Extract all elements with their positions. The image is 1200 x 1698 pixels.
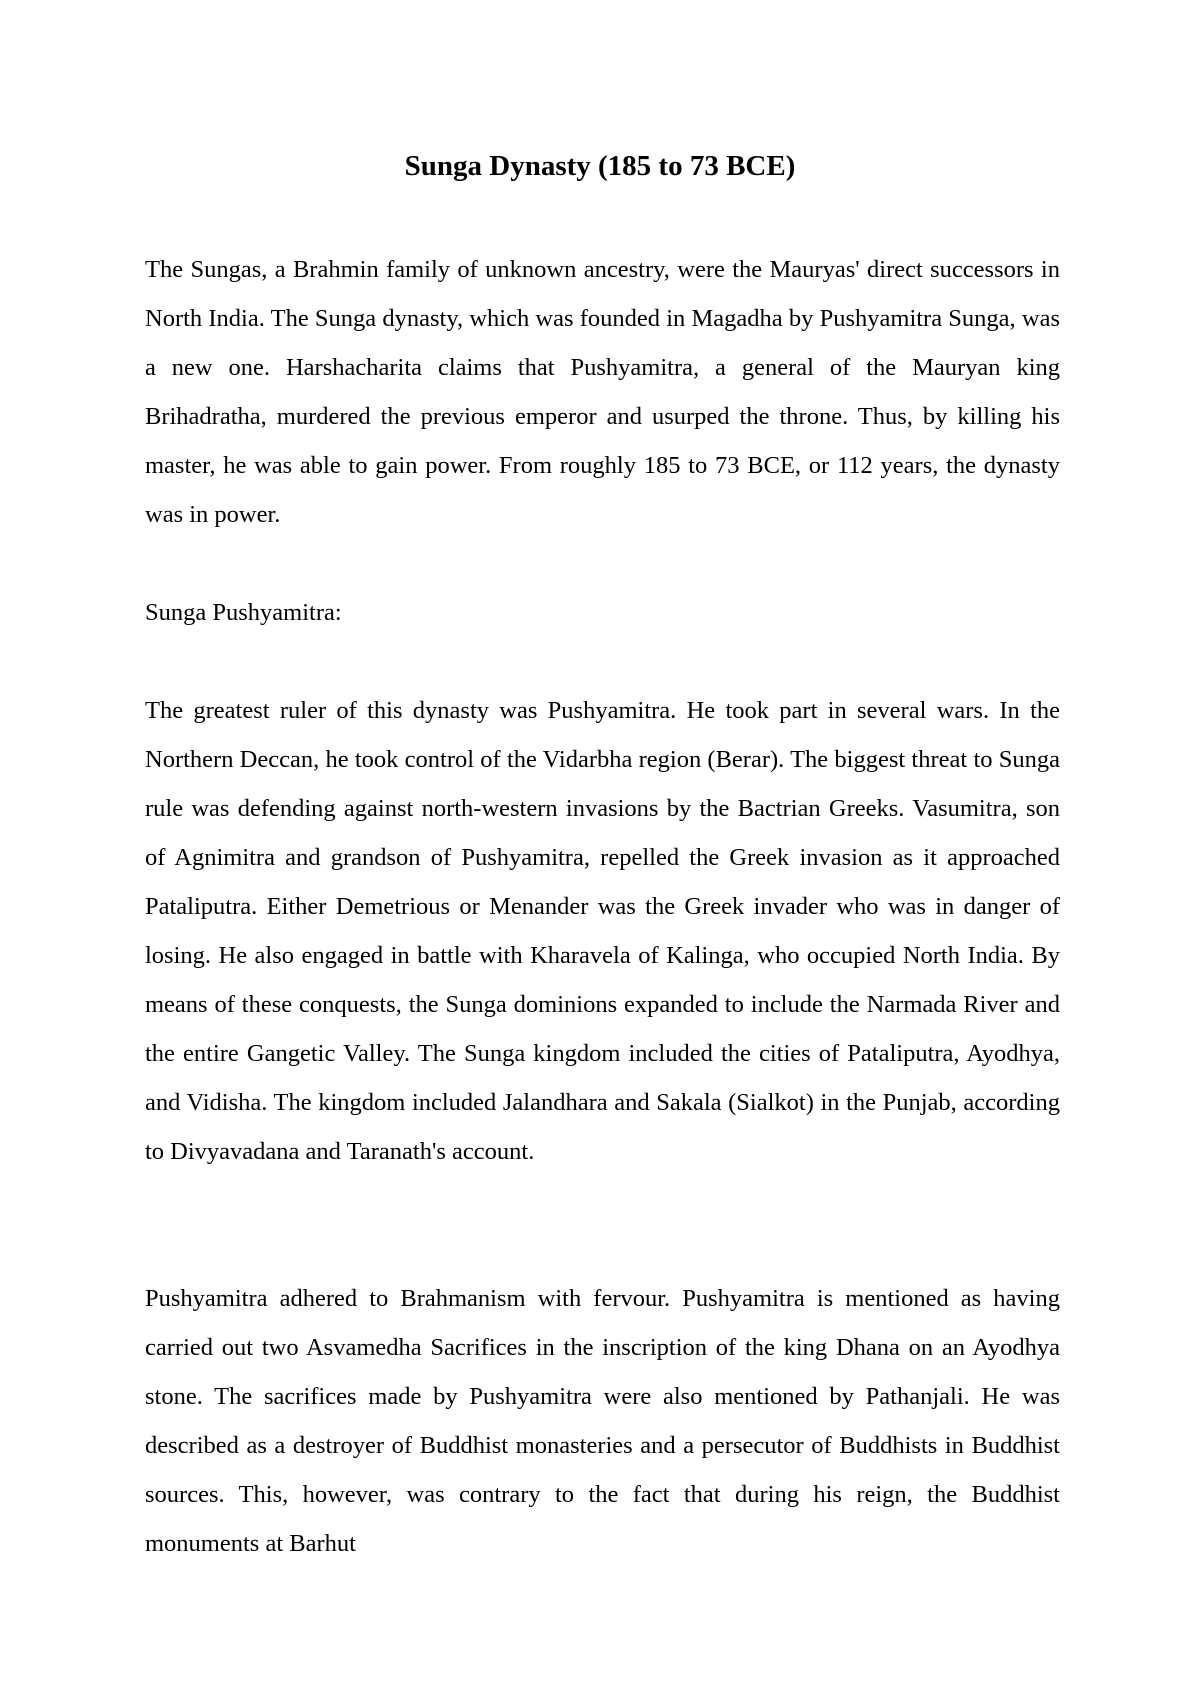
paragraph-intro: The Sungas, a Brahmin family of unknown ancestry, were the Mauryas' direct successors in North India. The Sunga dynasty, which was founded in Magadha by Pushyamitra Sunga, was a new one. Harshacharita claims that Pushyamitra, a general of the Mauryan king Brihadratha, murdered the previous emperor and usurped the throne. Thus, by killing his master, he was able to gain power. From roughly 185 to 73 BCE, or 112 years, the dynasty was in power. — [145, 256, 1060, 528]
paragraph-pushyamitra-wars: The greatest ruler of this dynasty was Pushyamitra. He took part in several wars. In the Northern Deccan, he took control of the Vidarbha region (Berar). The biggest threat to Sunga rule was defending against north-western invasions by the Bactrian Greeks. Vasumitra, son of Agnimitra and grandson of Pushyamitra, repelled the Greek invasion as it approached Pataliputra. Either Demetrious or Menander was the Greek invader who was in danger of losing. He also engaged in battle with Kharavela of Kalinga, who occupied North India. By means of these conquests, the Sunga dominions expanded to include the Narmada River and the entire Gangetic Valley. The Sunga kingdom included the cities of Pataliputra, Ayodhya, and Vidisha. The kingdom included Jalandhara and Sakala (Sialkot) in the Punjab, according to Divyavadana and Taranath's account. — [145, 697, 1060, 1165]
page-title: Sunga Dynasty (185 to 73 BCE) — [404, 150, 796, 182]
section-heading: Sunga Pushyamitra: — [145, 599, 342, 626]
paragraph-pushyamitra-religion: Pushyamitra adhered to Brahmanism with fervour. Pushyamitra is mentioned as having carried out two Asvamedha Sacrifices in the inscription of the king Dhana on an Ayodhya stone. The sacrifices made by Pushyamitra were also mentioned by Pathanjali. He was described as a destroyer of Buddhist monasteries and a persecutor of Buddhists in Buddhist sources. This, however, was contrary to the fact that during his reign, the Buddhist monuments at Barhut — [145, 1285, 1060, 1557]
